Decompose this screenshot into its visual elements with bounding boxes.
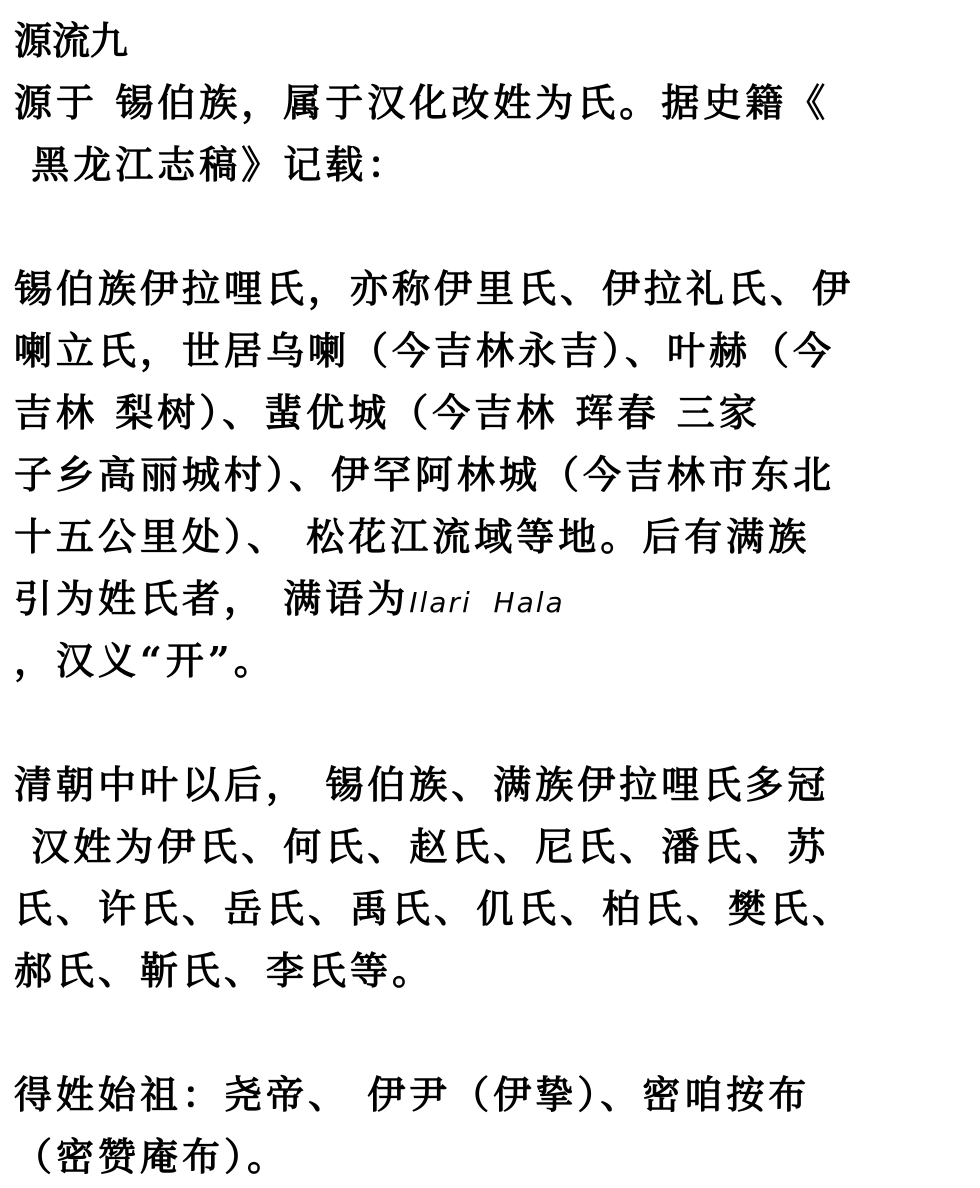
text-line: 黑龙江志稿》记载： xyxy=(14,142,410,187)
paragraph-ancestors xyxy=(14,1064,964,1188)
text-line: 十五公里处）、 松花江流域等地。后有满族 xyxy=(14,514,811,559)
text-line: 清朝中叶以后， 锡伯族、满族伊拉哩氏多冠 xyxy=(14,762,830,807)
text-line: 锡伯族伊拉哩氏，亦称伊里氏、伊拉礼氏、伊 xyxy=(14,266,855,311)
manchu-romanization: Ilari Hala xyxy=(409,586,565,619)
text-segment: 引为姓氏者， 满语为 xyxy=(14,576,410,621)
text-line: 喇立氏，世居乌喇（今吉林永吉）、叶赫（今 xyxy=(14,328,836,373)
text-line: 郝氏、靳氏、李氏等。 xyxy=(14,948,435,993)
paragraph-qing-surnames xyxy=(14,754,964,1002)
text-line: ，汉义“开”。 xyxy=(14,638,276,683)
text-line: 吉林 梨树）、蜚优城（今吉林 珲春 三家 xyxy=(14,390,761,435)
text-line: 子乡高丽城村）、伊罕阿林城（今吉林市东北 xyxy=(14,452,836,497)
text-line-with-latin xyxy=(14,568,964,630)
text-line: 源于 锡伯族，属于汉化改姓为氏。据史籍《 xyxy=(14,80,830,125)
text-line: （密赞庵布）。 xyxy=(14,1134,290,1179)
text-line: 氏、许氏、岳氏、禹氏、仉氏、柏氏、樊氏、 xyxy=(14,886,855,931)
paragraph-gap xyxy=(14,1002,964,1064)
text-line: 汉姓为伊氏、何氏、赵氏、尼氏、潘氏、苏 xyxy=(14,824,830,869)
paragraph-origin xyxy=(14,72,964,196)
paragraph-gap xyxy=(14,692,964,754)
document-page xyxy=(14,10,964,1188)
section-title: 源流九 xyxy=(14,18,129,63)
paragraph-xibe-clan xyxy=(14,258,964,692)
text-line: 得姓始祖：尧帝、 伊尹（伊挚）、密咱按布 xyxy=(14,1072,811,1117)
paragraph-gap xyxy=(14,196,964,258)
